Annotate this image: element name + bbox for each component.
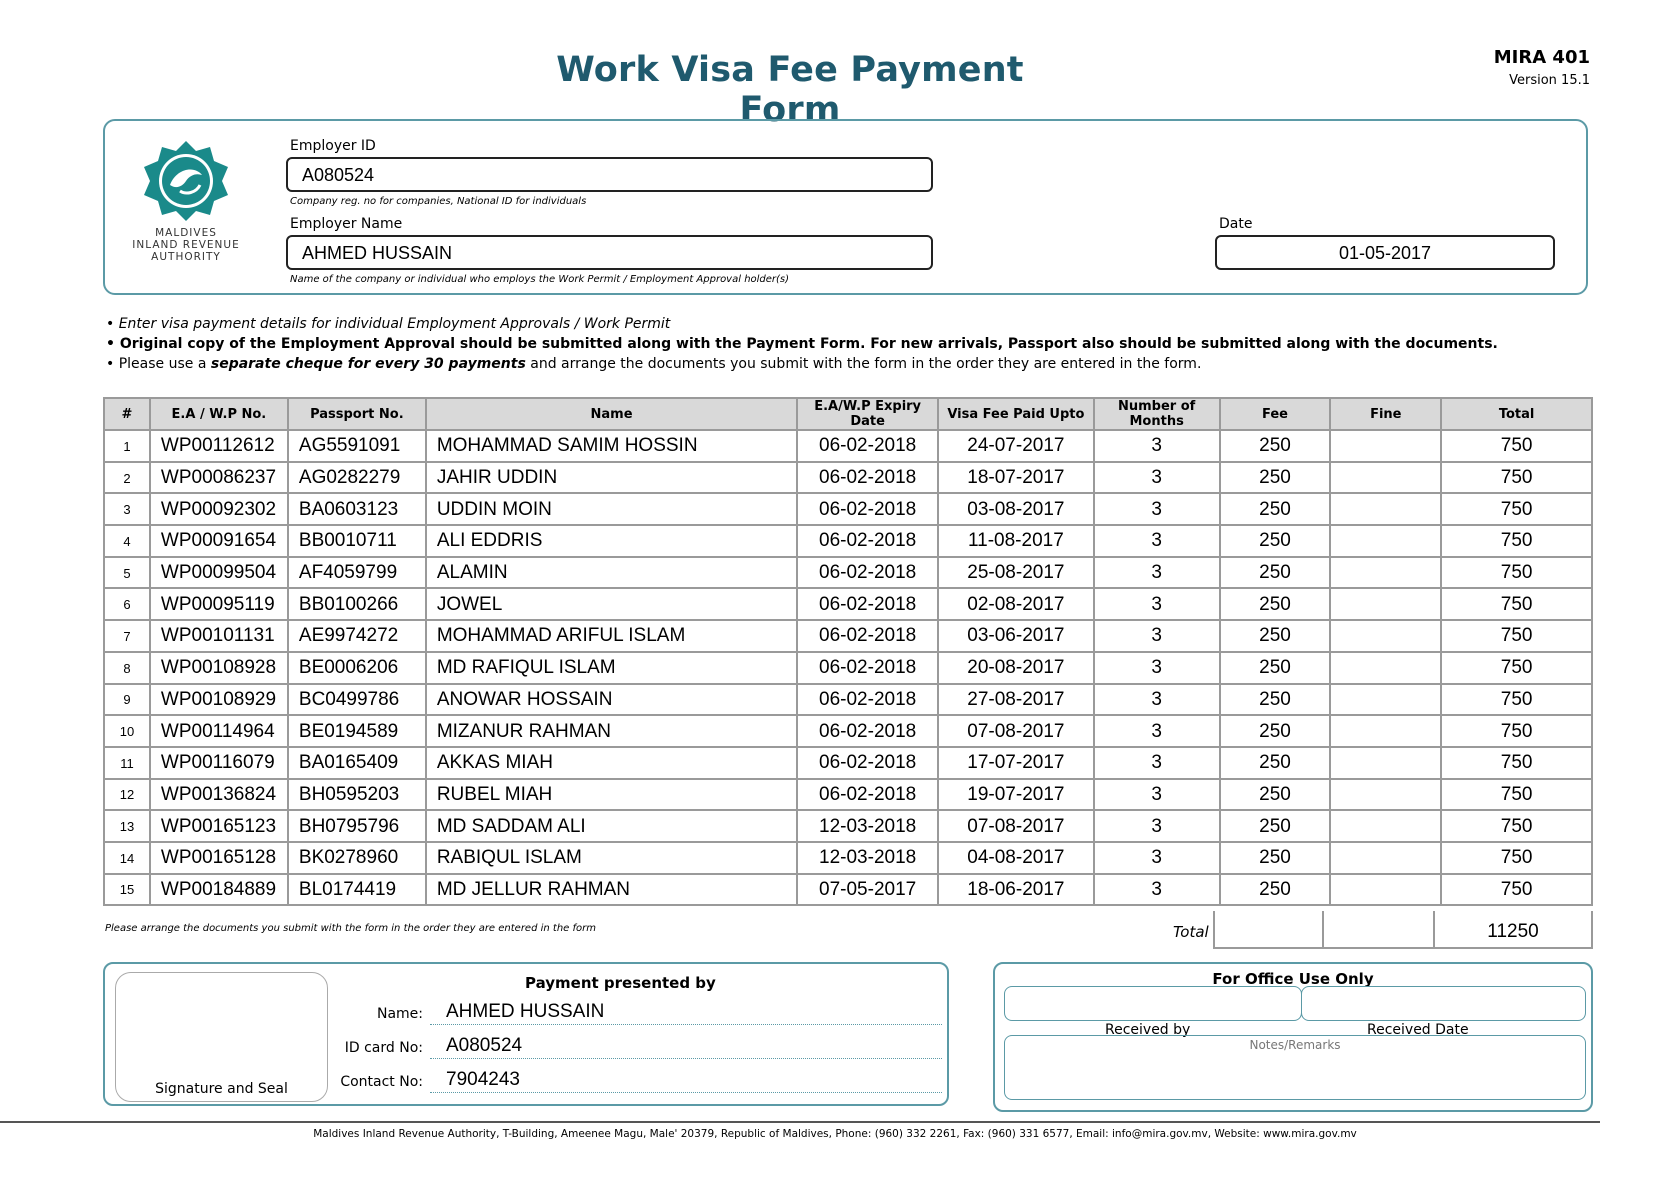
cell-name[interactable]: AKKAS MIAH bbox=[426, 747, 797, 779]
cell-pp[interactable]: BH0795796 bbox=[288, 810, 426, 842]
cell-total[interactable]: 750 bbox=[1441, 652, 1592, 684]
cell-name[interactable]: MD RAFIQUL ISLAM bbox=[426, 652, 797, 684]
cell-fee[interactable]: 250 bbox=[1220, 588, 1331, 620]
cell-fine[interactable] bbox=[1330, 493, 1441, 525]
cell-fine[interactable] bbox=[1330, 462, 1441, 494]
mira-logo bbox=[123, 139, 249, 263]
cell-fee[interactable]: 250 bbox=[1220, 842, 1331, 874]
cell-paid[interactable]: 02-08-2017 bbox=[938, 588, 1094, 620]
cell-months[interactable]: 3 bbox=[1094, 462, 1220, 494]
cell-months[interactable]: 3 bbox=[1094, 715, 1220, 747]
cell-n: 13 bbox=[104, 810, 150, 842]
cell-ea[interactable]: WP00112612 bbox=[150, 430, 288, 462]
cell-fine[interactable] bbox=[1330, 684, 1441, 716]
cell-months[interactable]: 3 bbox=[1094, 779, 1220, 811]
grand-total[interactable]: 11250 bbox=[1435, 911, 1593, 949]
cell-months[interactable]: 3 bbox=[1094, 525, 1220, 557]
form-version: Version 15.1 bbox=[1509, 73, 1590, 88]
cell-months[interactable]: 3 bbox=[1094, 747, 1220, 779]
employer-id-label: Employer ID bbox=[290, 138, 376, 154]
footer-divider bbox=[0, 1121, 1600, 1123]
cell-ea[interactable]: WP00114964 bbox=[150, 715, 288, 747]
cell-months[interactable]: 3 bbox=[1094, 874, 1220, 906]
cell-pp[interactable]: BE0006206 bbox=[288, 652, 426, 684]
cell-fee[interactable]: 250 bbox=[1220, 525, 1331, 557]
col-header-number: # bbox=[104, 398, 150, 430]
cell-total[interactable]: 750 bbox=[1441, 493, 1592, 525]
employer-name-field[interactable]: AHMED HUSSAIN bbox=[286, 235, 933, 270]
total-label: Total bbox=[1173, 923, 1209, 941]
cell-paid[interactable]: 03-06-2017 bbox=[938, 620, 1094, 652]
cell-n: 6 bbox=[104, 588, 150, 620]
cell-name[interactable]: MOHAMMAD SAMIM HOSSIN bbox=[426, 430, 797, 462]
cell-ea[interactable]: WP00092302 bbox=[150, 493, 288, 525]
instruction-1: • Enter visa payment details for individual Employment Approvals / Work Permit bbox=[106, 316, 671, 332]
cell-n: 3 bbox=[104, 493, 150, 525]
table-row bbox=[104, 557, 1592, 589]
footer-contact: Maldives Inland Revenue Authority, T-Building, Ameenee Magu, Male' 20379, Republic of Maldives, Phone: (960) 332 2261, Fax: (960) 331 6577, Email: info@mira.gov.mv, Website: www.mira.gov.mv bbox=[313, 1128, 1357, 1140]
cell-name[interactable]: JOWEL bbox=[426, 588, 797, 620]
total-fee-cell[interactable] bbox=[1213, 911, 1324, 949]
table-row bbox=[104, 842, 1592, 874]
table-row bbox=[104, 430, 1592, 462]
cell-total[interactable]: 750 bbox=[1441, 842, 1592, 874]
cell-exp[interactable]: 06-02-2018 bbox=[797, 430, 938, 462]
cell-exp[interactable]: 06-02-2018 bbox=[797, 684, 938, 716]
cell-fine[interactable] bbox=[1330, 779, 1441, 811]
cell-fee[interactable]: 250 bbox=[1220, 715, 1331, 747]
cell-total[interactable]: 750 bbox=[1441, 684, 1592, 716]
table-row bbox=[104, 874, 1592, 906]
cell-exp[interactable]: 06-02-2018 bbox=[797, 525, 938, 557]
cell-fine[interactable] bbox=[1330, 810, 1441, 842]
payment-presented-section bbox=[103, 962, 949, 1106]
logo-text: MALDIVES INLAND REVENUE AUTHORITY bbox=[132, 227, 240, 263]
cell-exp[interactable]: 06-02-2018 bbox=[797, 557, 938, 589]
table-row bbox=[104, 588, 1592, 620]
received-date-field[interactable] bbox=[1301, 986, 1586, 1021]
cell-paid[interactable]: 20-08-2017 bbox=[938, 652, 1094, 684]
cell-total[interactable]: 750 bbox=[1441, 620, 1592, 652]
table-row bbox=[104, 462, 1592, 494]
cell-paid[interactable]: 07-08-2017 bbox=[938, 715, 1094, 747]
cell-fee[interactable]: 250 bbox=[1220, 557, 1331, 589]
cell-ea[interactable]: WP00099504 bbox=[150, 557, 288, 589]
table-row bbox=[104, 779, 1592, 811]
cell-fee[interactable]: 250 bbox=[1220, 430, 1331, 462]
office-title: For Office Use Only bbox=[1212, 970, 1374, 988]
received-date-label: Received Date bbox=[1367, 1022, 1469, 1038]
cell-fee[interactable]: 250 bbox=[1220, 747, 1331, 779]
employer-name-note: Name of the company or individual who employs the Work Permit / Employment Approval holder(s) bbox=[290, 274, 790, 285]
payer-name-field[interactable]: AHMED HUSSAIN bbox=[430, 1001, 942, 1025]
payment-title: Payment presented by bbox=[525, 974, 716, 992]
cell-ea[interactable]: WP00184889 bbox=[150, 874, 288, 906]
cell-paid[interactable]: 03-08-2017 bbox=[938, 493, 1094, 525]
cell-fine[interactable] bbox=[1330, 715, 1441, 747]
cell-months[interactable]: 3 bbox=[1094, 557, 1220, 589]
cell-fee[interactable]: 250 bbox=[1220, 779, 1331, 811]
table-header-row bbox=[104, 398, 1592, 430]
payer-name-label: Name: bbox=[376, 1006, 423, 1022]
cell-total[interactable]: 750 bbox=[1441, 557, 1592, 589]
table-row bbox=[104, 620, 1592, 652]
cell-ea[interactable]: WP00108929 bbox=[150, 684, 288, 716]
cell-exp[interactable]: 06-02-2018 bbox=[797, 620, 938, 652]
cell-exp[interactable]: 06-02-2018 bbox=[797, 652, 938, 684]
table-row bbox=[104, 810, 1592, 842]
cell-name[interactable]: MD JELLUR RAHMAN bbox=[426, 874, 797, 906]
cell-ea[interactable]: WP00101131 bbox=[150, 620, 288, 652]
cell-pp[interactable]: BB0100266 bbox=[288, 588, 426, 620]
col-header-passport: Passport No. bbox=[288, 398, 426, 430]
notes-label: Notes/Remarks bbox=[1249, 1038, 1341, 1052]
col-header-ea-wp: E.A / W.P No. bbox=[150, 398, 288, 430]
form-code-block bbox=[1494, 47, 1590, 88]
received-by-field[interactable] bbox=[1004, 986, 1302, 1021]
cell-name[interactable]: RUBEL MIAH bbox=[426, 779, 797, 811]
cell-total[interactable]: 750 bbox=[1441, 525, 1592, 557]
table-row bbox=[104, 493, 1592, 525]
cell-months[interactable]: 3 bbox=[1094, 810, 1220, 842]
cell-name[interactable]: ALI EDDRIS bbox=[426, 525, 797, 557]
table-row bbox=[104, 684, 1592, 716]
payer-id-field[interactable]: A080524 bbox=[430, 1035, 942, 1059]
col-header-name: Name bbox=[426, 398, 797, 430]
cell-total[interactable]: 750 bbox=[1441, 715, 1592, 747]
col-header-months: Number of Months bbox=[1094, 398, 1220, 430]
total-row bbox=[103, 911, 1593, 949]
notes-field[interactable] bbox=[1004, 1035, 1586, 1100]
cell-fee[interactable]: 250 bbox=[1220, 874, 1331, 906]
cell-pp[interactable]: BA0165409 bbox=[288, 747, 426, 779]
cell-n: 15 bbox=[104, 874, 150, 906]
table-row bbox=[104, 715, 1592, 747]
instructions bbox=[106, 314, 1498, 374]
cell-pp[interactable]: AE9974272 bbox=[288, 620, 426, 652]
col-header-fee: Fee bbox=[1220, 398, 1331, 430]
cell-fine[interactable] bbox=[1330, 525, 1441, 557]
cell-exp[interactable]: 06-02-2018 bbox=[797, 493, 938, 525]
cell-paid[interactable]: 18-07-2017 bbox=[938, 462, 1094, 494]
cell-pp[interactable]: BC0499786 bbox=[288, 684, 426, 716]
cell-ea[interactable]: WP00108928 bbox=[150, 652, 288, 684]
table-row bbox=[104, 652, 1592, 684]
received-by-label: Received by bbox=[1105, 1022, 1191, 1038]
cell-months[interactable]: 3 bbox=[1094, 620, 1220, 652]
office-use-section bbox=[993, 962, 1593, 1112]
cell-n: 2 bbox=[104, 462, 150, 494]
cell-months[interactable]: 3 bbox=[1094, 588, 1220, 620]
cell-exp[interactable]: 07-05-2017 bbox=[797, 874, 938, 906]
cell-paid[interactable]: 18-06-2017 bbox=[938, 874, 1094, 906]
payer-id-label: ID card No: bbox=[344, 1040, 423, 1056]
mira-emblem-icon bbox=[140, 139, 232, 223]
cell-n: 10 bbox=[104, 715, 150, 747]
page-title: Work Visa Fee Payment Form bbox=[556, 50, 1024, 130]
cell-total[interactable]: 750 bbox=[1441, 462, 1592, 494]
cell-pp[interactable]: AG5591091 bbox=[288, 430, 426, 462]
cell-ea[interactable]: WP00116079 bbox=[150, 747, 288, 779]
cell-name[interactable]: ANOWAR HOSSAIN bbox=[426, 684, 797, 716]
cell-ea[interactable]: WP00086237 bbox=[150, 462, 288, 494]
cell-fine[interactable] bbox=[1330, 874, 1441, 906]
cell-total[interactable]: 750 bbox=[1441, 874, 1592, 906]
instruction-3: • Please use a separate cheque for every 30 payments and arrange the documents you submit with the form in the order they are entered in the form. bbox=[106, 356, 1202, 372]
total-fine-cell[interactable] bbox=[1324, 911, 1435, 949]
form-code: MIRA 401 bbox=[1493, 47, 1590, 68]
cell-fee[interactable]: 250 bbox=[1220, 620, 1331, 652]
cell-n: 9 bbox=[104, 684, 150, 716]
cell-fine[interactable] bbox=[1330, 747, 1441, 779]
cell-fine[interactable] bbox=[1330, 842, 1441, 874]
cell-pp[interactable]: AG0282279 bbox=[288, 462, 426, 494]
cell-months[interactable]: 3 bbox=[1094, 652, 1220, 684]
cell-exp[interactable]: 12-03-2018 bbox=[797, 842, 938, 874]
cell-total[interactable]: 750 bbox=[1441, 430, 1592, 462]
cell-fine[interactable] bbox=[1330, 557, 1441, 589]
employer-section bbox=[103, 119, 1588, 295]
cell-paid[interactable]: 27-08-2017 bbox=[938, 684, 1094, 716]
cell-fine[interactable] bbox=[1330, 588, 1441, 620]
cell-n: 14 bbox=[104, 842, 150, 874]
cell-n: 1 bbox=[104, 430, 150, 462]
cell-name[interactable]: MIZANUR RAHMAN bbox=[426, 715, 797, 747]
cell-pp[interactable]: BE0194589 bbox=[288, 715, 426, 747]
cell-fine[interactable] bbox=[1330, 620, 1441, 652]
cell-name[interactable]: UDDIN MOIN bbox=[426, 493, 797, 525]
payment-table bbox=[103, 397, 1593, 906]
cell-total[interactable]: 750 bbox=[1441, 588, 1592, 620]
employer-name-label: Employer Name bbox=[290, 216, 403, 232]
table-footnote: Please arrange the documents you submit with the form in the order they are entered in the form bbox=[105, 923, 596, 934]
cell-months[interactable]: 3 bbox=[1094, 493, 1220, 525]
cell-paid[interactable]: 04-08-2017 bbox=[938, 842, 1094, 874]
cell-fee[interactable]: 250 bbox=[1220, 652, 1331, 684]
cell-name[interactable]: RABIQUL ISLAM bbox=[426, 842, 797, 874]
cell-pp[interactable]: BH0595203 bbox=[288, 779, 426, 811]
cell-paid[interactable]: 19-07-2017 bbox=[938, 779, 1094, 811]
cell-n: 12 bbox=[104, 779, 150, 811]
cell-n: 7 bbox=[104, 620, 150, 652]
cell-months[interactable]: 3 bbox=[1094, 430, 1220, 462]
col-header-expiry: E.A/W.P Expiry Date bbox=[797, 398, 938, 430]
col-header-total: Total bbox=[1441, 398, 1592, 430]
cell-pp[interactable]: BK0278960 bbox=[288, 842, 426, 874]
cell-paid[interactable]: 11-08-2017 bbox=[938, 525, 1094, 557]
cell-fee[interactable]: 250 bbox=[1220, 684, 1331, 716]
cell-ea[interactable]: WP00095119 bbox=[150, 588, 288, 620]
employer-id-note: Company reg. no for companies, National ID for individuals bbox=[290, 196, 587, 207]
cell-paid[interactable]: 07-08-2017 bbox=[938, 810, 1094, 842]
cell-exp[interactable]: 06-02-2018 bbox=[797, 715, 938, 747]
cell-name[interactable]: JAHIR UDDIN bbox=[426, 462, 797, 494]
date-field[interactable]: 01-05-2017 bbox=[1215, 235, 1555, 270]
payer-contact-field[interactable]: 7904243 bbox=[430, 1069, 942, 1093]
cell-fee[interactable]: 250 bbox=[1220, 810, 1331, 842]
col-header-fine: Fine bbox=[1330, 398, 1441, 430]
employer-id-field[interactable]: A080524 bbox=[286, 157, 933, 192]
table-row bbox=[104, 747, 1592, 779]
cell-name[interactable]: MOHAMMAD ARIFUL ISLAM bbox=[426, 620, 797, 652]
cell-pp[interactable]: BB0010711 bbox=[288, 525, 426, 557]
cell-name[interactable]: MD SADDAM ALI bbox=[426, 810, 797, 842]
cell-fine[interactable] bbox=[1330, 430, 1441, 462]
cell-n: 5 bbox=[104, 557, 150, 589]
cell-ea[interactable]: WP00165128 bbox=[150, 842, 288, 874]
cell-months[interactable]: 3 bbox=[1094, 842, 1220, 874]
cell-exp[interactable]: 06-02-2018 bbox=[797, 462, 938, 494]
cell-pp[interactable]: BL0174419 bbox=[288, 874, 426, 906]
cell-name[interactable]: ALAMIN bbox=[426, 557, 797, 589]
cell-ea[interactable]: WP00091654 bbox=[150, 525, 288, 557]
date-label: Date bbox=[1219, 216, 1253, 232]
instruction-2: • Original copy of the Employment Approval should be submitted along with the Payment Form. For new arrivals, Passport also should be submitted along with the documents. bbox=[106, 336, 1498, 352]
cell-ea[interactable]: WP00136824 bbox=[150, 779, 288, 811]
table-row bbox=[104, 525, 1592, 557]
cell-months[interactable]: 3 bbox=[1094, 684, 1220, 716]
cell-n: 11 bbox=[104, 747, 150, 779]
cell-fee[interactable]: 250 bbox=[1220, 462, 1331, 494]
cell-ea[interactable]: WP00165123 bbox=[150, 810, 288, 842]
cell-exp[interactable]: 06-02-2018 bbox=[797, 747, 938, 779]
cell-exp[interactable]: 06-02-2018 bbox=[797, 779, 938, 811]
col-header-paid-upto: Visa Fee Paid Upto bbox=[938, 398, 1094, 430]
cell-pp[interactable]: BA0603123 bbox=[288, 493, 426, 525]
cell-paid[interactable]: 24-07-2017 bbox=[938, 430, 1094, 462]
cell-exp[interactable]: 12-03-2018 bbox=[797, 810, 938, 842]
signature-label: Signature and Seal bbox=[155, 1081, 288, 1097]
cell-pp[interactable]: AF4059799 bbox=[288, 557, 426, 589]
cell-n: 8 bbox=[104, 652, 150, 684]
cell-fine[interactable] bbox=[1330, 652, 1441, 684]
cell-paid[interactable]: 25-08-2017 bbox=[938, 557, 1094, 589]
cell-paid[interactable]: 17-07-2017 bbox=[938, 747, 1094, 779]
cell-total[interactable]: 750 bbox=[1441, 810, 1592, 842]
cell-total[interactable]: 750 bbox=[1441, 779, 1592, 811]
cell-fee[interactable]: 250 bbox=[1220, 493, 1331, 525]
cell-n: 4 bbox=[104, 525, 150, 557]
payer-contact-label: Contact No: bbox=[340, 1074, 423, 1090]
cell-exp[interactable]: 06-02-2018 bbox=[797, 588, 938, 620]
cell-total[interactable]: 750 bbox=[1441, 747, 1592, 779]
